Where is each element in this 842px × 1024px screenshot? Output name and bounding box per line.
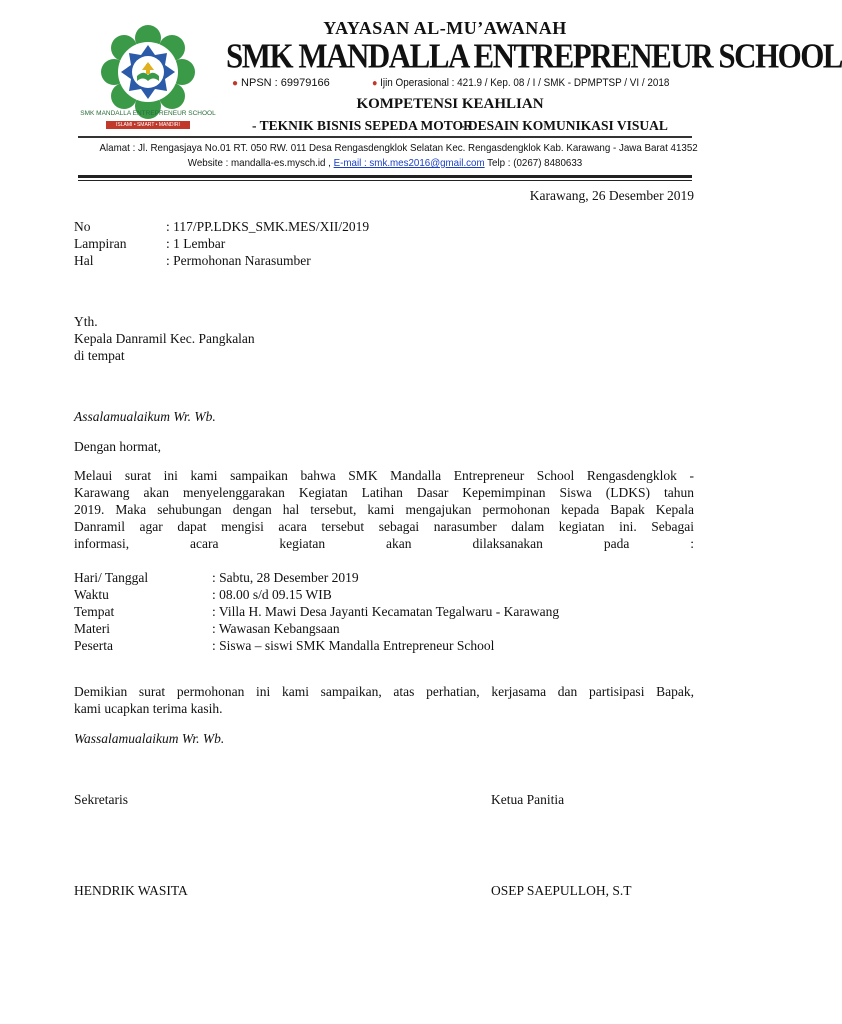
signature-role-right: Ketua Panitia [491, 792, 565, 807]
permit-line: ● Ijin Operasional : 421.9 / Kep. 08 / I / SMK - DPMPTSP / VI / 2018 [372, 77, 670, 89]
school-contact [99, 157, 670, 169]
recipient-line: Yth. [74, 314, 98, 329]
bullet-icon: ● [232, 78, 239, 89]
meta-row: Lampiran : 1 Lembar [74, 236, 226, 251]
phone-text: Telp : (0267) 8480633 [487, 157, 583, 169]
closing-line: Demikian surat permohonan ini kami sampaikan, atas perhatian, kerjasama dan partisipasi Bapak, [74, 684, 694, 699]
body-line: 2019. Maka sehubungan dengan hal tersebut, kami mengajukan permohonan kepada Bapak Kepala [74, 502, 694, 517]
program-item: - DESAIN KOMUNIKASI VISUAL [460, 118, 668, 133]
farewell: Wassalamualaikum Wr. Wb. [74, 731, 225, 746]
divider [78, 180, 692, 181]
closing-line: kami ucapkan terima kasih. [74, 701, 223, 716]
letter-date: Karawang, 26 Desember 2019 [529, 188, 694, 203]
foundation-name: YAYASAN AL-MU’AWANAH [323, 18, 567, 38]
logo-motto: ISLAMI • SMART • MANDIRI [106, 121, 190, 129]
signature-name-right: OSEP SAEPULLOH, S.T [491, 883, 632, 898]
website-text: Website : mandalla-es.mysch.id , [187, 157, 331, 169]
school-name: SMK MANDALLA ENTREPRENEUR SCHOOL [226, 36, 842, 76]
opening: Dengan hormat, [74, 439, 161, 454]
competency-title: KOMPETENSI KEAHLIAN [356, 96, 544, 112]
detail-row: Waktu : 08.00 s/d 09.15 WIB [74, 587, 332, 602]
recipient-line: di tempat [74, 348, 125, 363]
divider [78, 175, 692, 178]
meta-row: Hal : Permohonan Narasumber [74, 253, 311, 268]
detail-row: Hari/ Tanggal : Sabtu, 28 Desember 2019 [74, 570, 359, 585]
body-line: Karawang akan menyelenggarakan Kegiatan Latihan Dasar Kepemimpinan Siswa (LDKS) tahun [74, 485, 694, 500]
body-line: Danramil agar dapat mengisi acara tersebut sebagai narasumber dalam kegiatan ini. Sebagai [74, 519, 694, 534]
email-link[interactable]: E-mail : smk.mes2016@gmail.com [333, 157, 485, 169]
npsn-line: ● NPSN : 69979166 [232, 77, 330, 89]
body-line: Melaui surat ini kami sampaikan bahwa SMK Mandalla Entrepreneur School Rengasdengklok - [74, 468, 694, 483]
detail-row: Materi : Wawasan Kebangsaan [74, 621, 340, 636]
recipient-line: Kepala Danramil Kec. Pangkalan [74, 331, 255, 346]
school-address: Alamat : Jl. Rengasjaya No.01 RT. 050 RW. 011 Desa Rengasdengklok Selatan Kec. Rengasdengklok Kab. Karawang - Jawa Barat 41352 [99, 142, 698, 154]
detail-row: Peserta : Siswa – siswi SMK Mandalla Entrepreneur School [74, 638, 495, 653]
body-line: informasi, acara kegiatan akan dilaksanakan pada : [74, 536, 694, 551]
detail-row: Tempat : Villa H. Mawi Desa Jayanti Kecamatan Tegalwaru - Karawang [74, 604, 560, 619]
program-item: - TEKNIK BISNIS SEPEDA MOTOR [252, 118, 473, 133]
logo-caption: SMK MANDALLA ENTREPRENEUR SCHOOL [80, 110, 216, 117]
signature-role-left: Sekretaris [74, 792, 128, 807]
divider [78, 136, 692, 138]
signature-name-left: HENDRIK WASITA [74, 883, 188, 898]
meta-row: No : 117/PP.LDKS_SMK.MES/XII/2019 [74, 219, 370, 234]
greeting: Assalamualaikum Wr. Wb. [74, 409, 216, 424]
bullet-icon: ● [372, 78, 378, 89]
